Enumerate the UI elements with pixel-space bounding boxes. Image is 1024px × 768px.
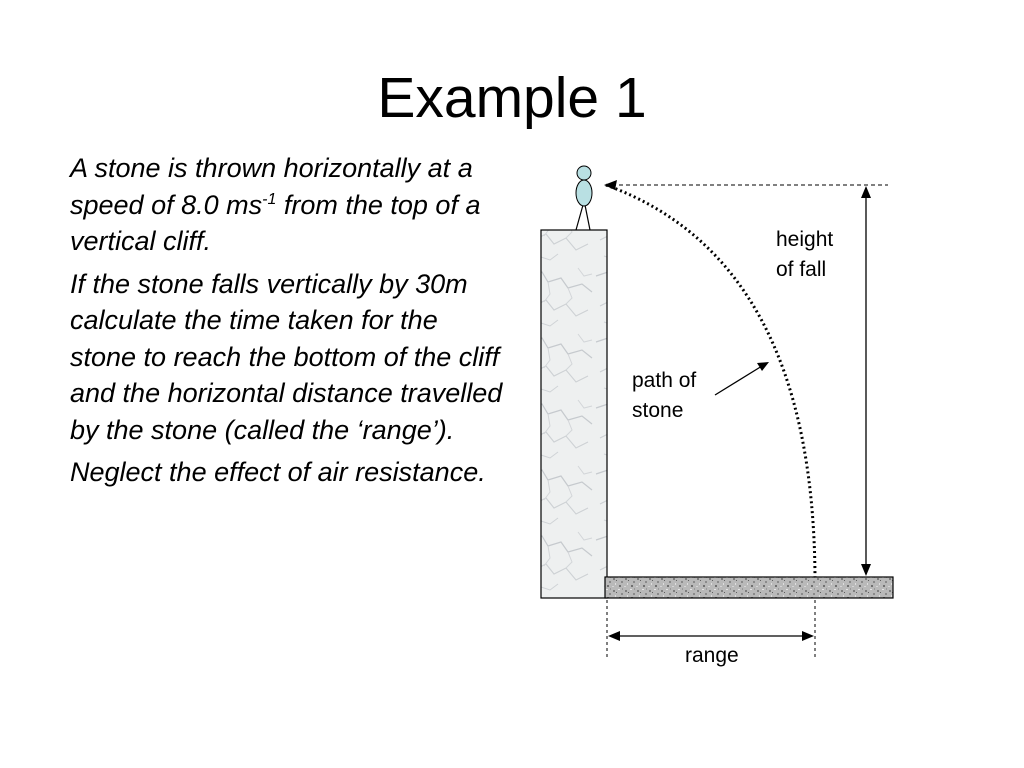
height-label-line1: height xyxy=(776,228,834,251)
problem-paragraph-2: If the stone falls vertically by 30m calculate the time taken for the stone to reach the bottom of the cliff and the horizontal distance travelled by the stone (called the ‘range’). xyxy=(70,268,503,445)
slide-title: Example 1 xyxy=(377,66,647,130)
path-label-pointer xyxy=(715,366,762,395)
cliff xyxy=(541,230,607,598)
unit-exponent: -1 xyxy=(262,190,277,208)
path-label-line1: path of xyxy=(632,369,697,392)
height-arrow-head-bottom xyxy=(861,564,871,576)
range-arrow-head-right xyxy=(802,631,814,641)
path-label-pointer-head xyxy=(757,362,769,371)
path-label-line2: stone xyxy=(632,399,684,422)
ground xyxy=(605,577,893,598)
height-label-line2: of fall xyxy=(776,258,827,281)
problem-p1-start: A stone is thrown horizontally at a speed of 8.0 ms xyxy=(70,153,473,220)
problem-p1-end: from the top of a vertical cliff. xyxy=(70,189,481,256)
height-arrow-head-top xyxy=(861,186,871,198)
person-icon xyxy=(576,166,592,230)
range-label: range xyxy=(685,644,739,667)
range-arrow-head-left xyxy=(608,631,620,641)
problem-paragraph-3: Neglect the effect of air resistance. xyxy=(70,457,486,487)
stone-path-arrowhead xyxy=(604,180,617,190)
